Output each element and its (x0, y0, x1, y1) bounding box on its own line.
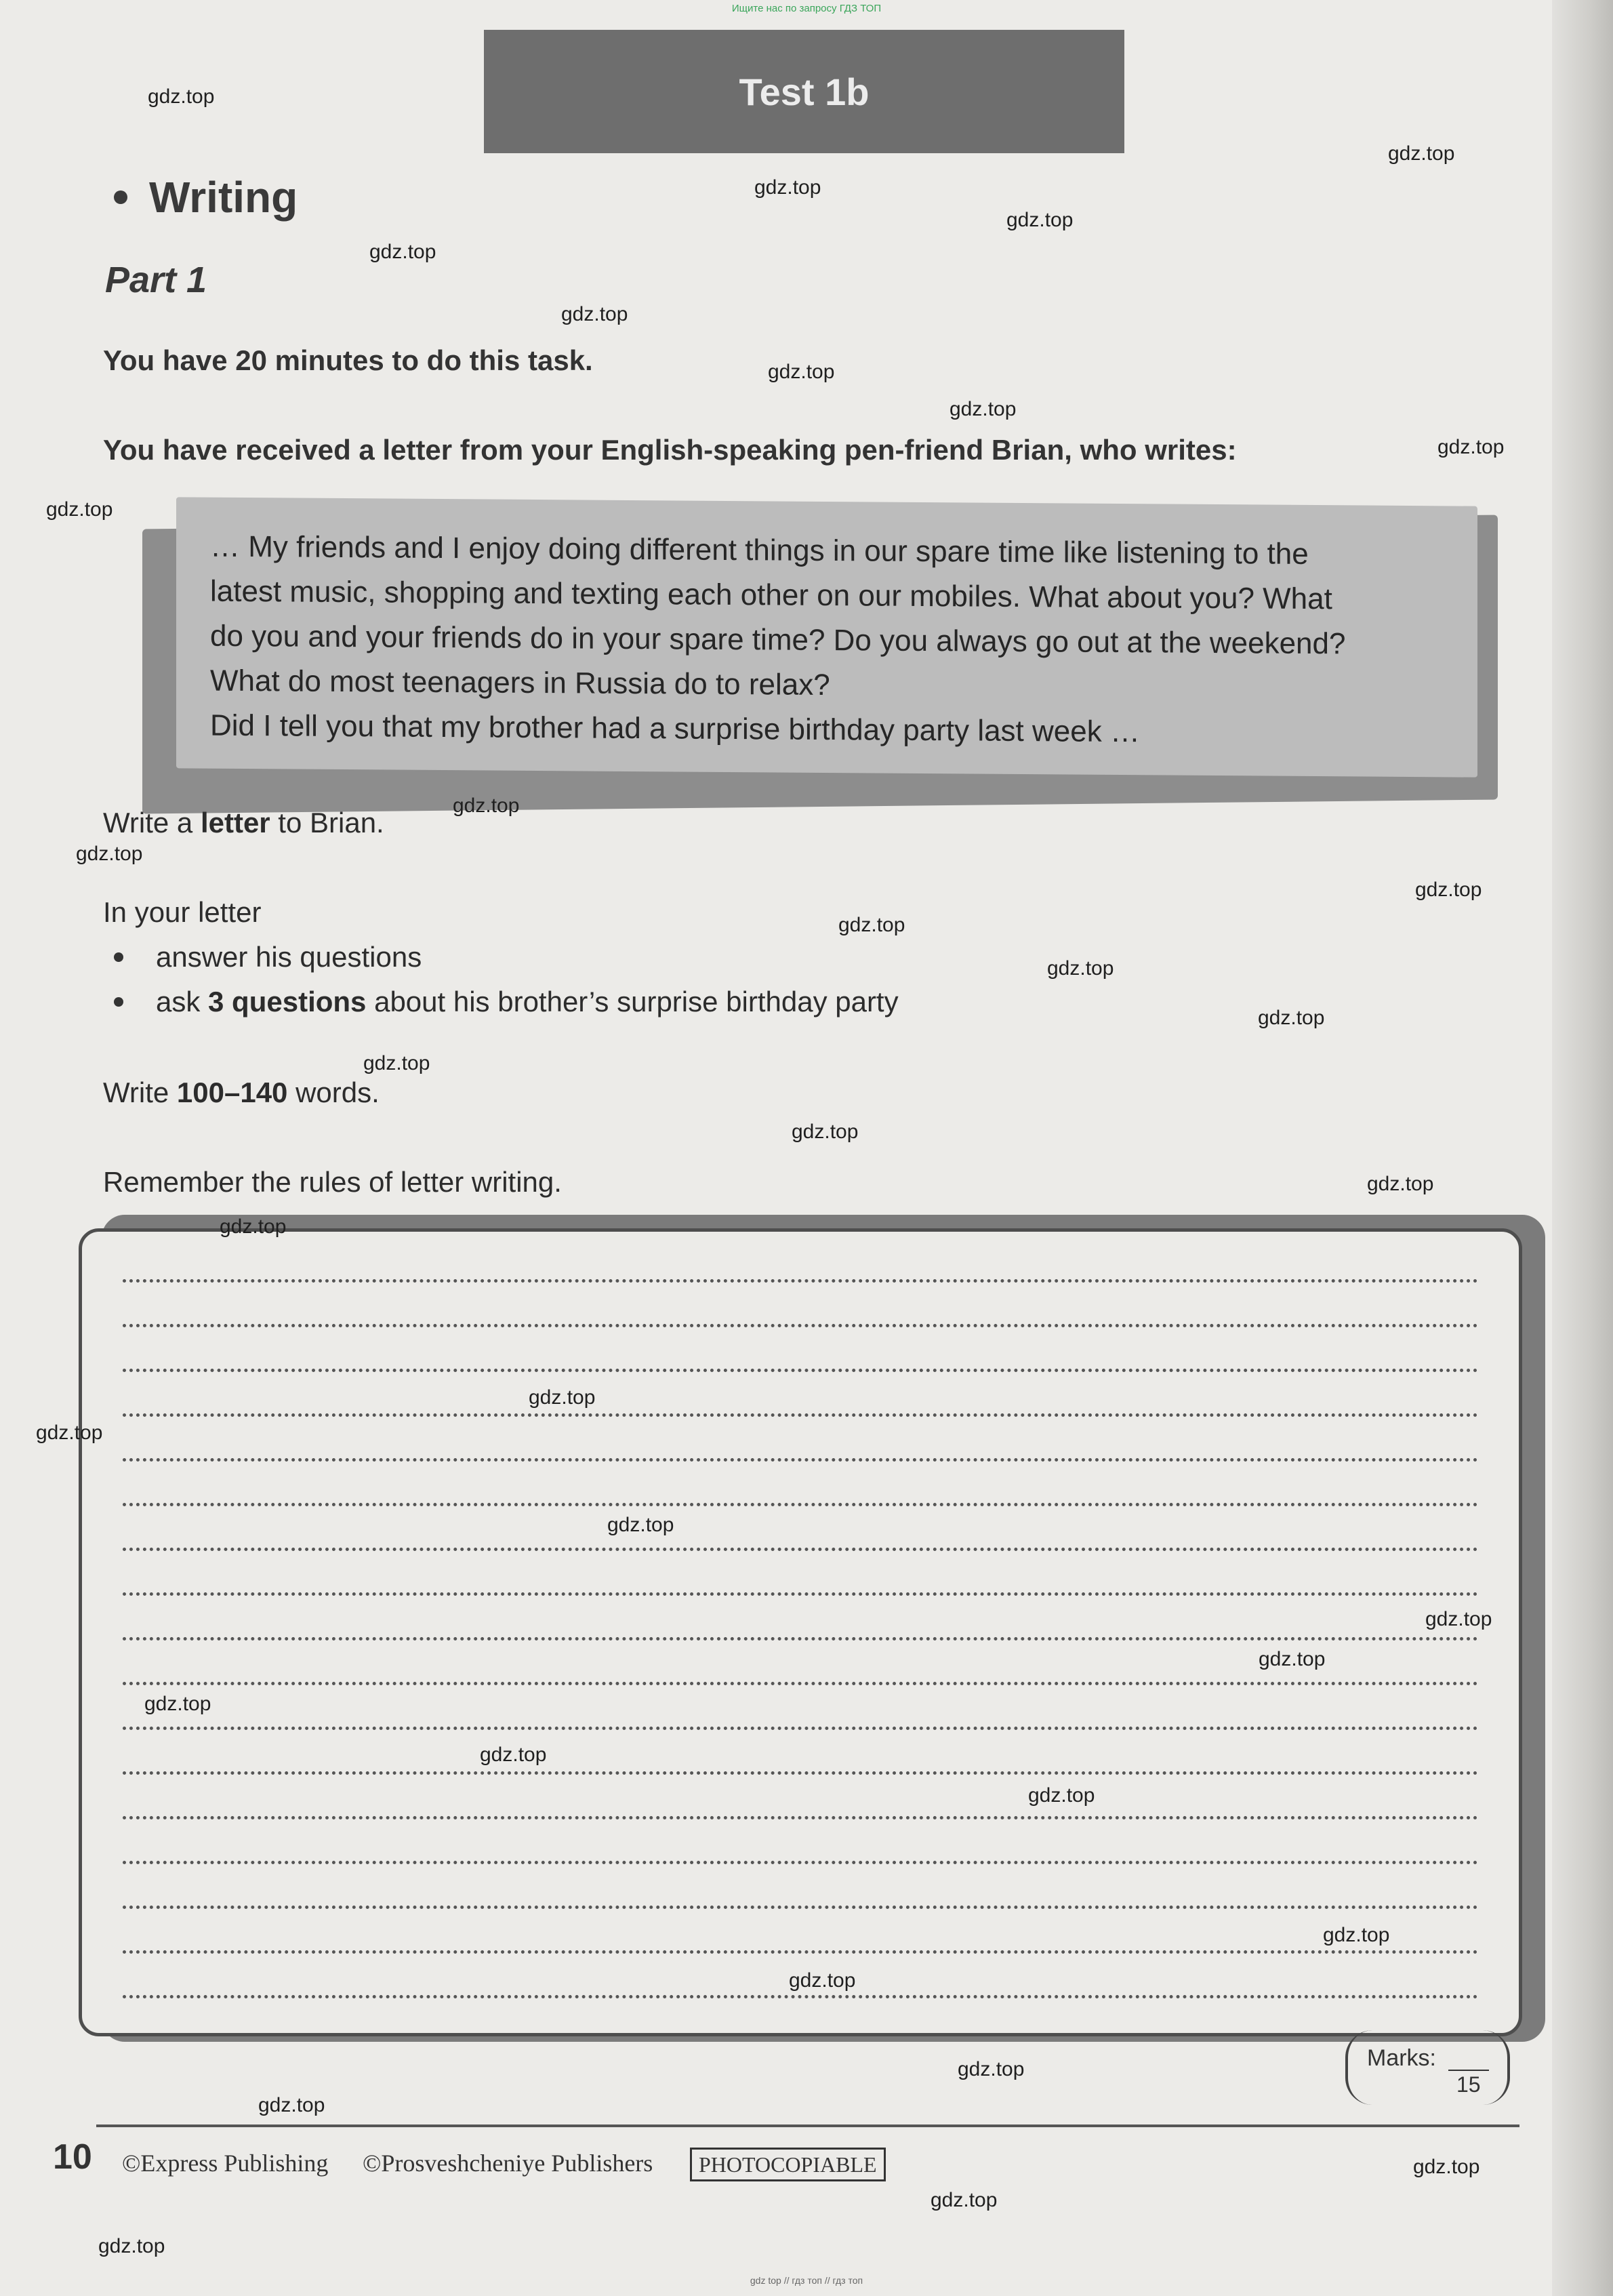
publisher-prosveshcheniye: ©Prosveshcheniye Publishers (363, 2150, 653, 2177)
letter-excerpt (136, 502, 1505, 813)
letter-line: Did I tell you that my brother had a surprise birthday party last week … (210, 708, 1140, 749)
watermark: gdz.top (144, 1693, 211, 1715)
letter-line: What do most teenagers in Russia do to relax? (210, 664, 830, 702)
remember-rules: Remember the rules of letter writing. (103, 1166, 562, 1198)
watermark: gdz.top (369, 241, 436, 263)
in-letter-heading: In your letter (103, 896, 262, 928)
answer-line[interactable] (123, 1816, 1478, 1819)
answer-line[interactable] (123, 1369, 1478, 1372)
watermark: gdz.top (1367, 1173, 1434, 1195)
watermark: gdz.top (1388, 142, 1455, 165)
watermark: gdz.top (36, 1422, 103, 1444)
watermark: gdz.top (1259, 1648, 1326, 1670)
watermark: gdz.top (1028, 1784, 1095, 1807)
answer-line[interactable] (123, 1637, 1478, 1640)
answer-line[interactable] (123, 1995, 1478, 1998)
bullet-icon (114, 997, 123, 1007)
write-letter-instruction: Write a letter to Brian. (103, 807, 384, 839)
bullet-icon (114, 190, 127, 204)
marks-fraction-rule (1448, 2070, 1489, 2071)
watermark: gdz.top (98, 2235, 165, 2257)
answer-line[interactable] (123, 1771, 1478, 1775)
watermark: gdz.top (148, 85, 215, 108)
watermark: gdz.top (931, 2189, 998, 2211)
answer-line[interactable] (123, 1682, 1478, 1685)
watermark: gdz.top (561, 303, 628, 325)
watermark: gdz.top (529, 1386, 596, 1409)
answer-line[interactable] (123, 1413, 1478, 1417)
part-heading: Part 1 (105, 260, 207, 300)
letter-line: do you and your friends do in your spare time? Do you always go out at the weekend? (210, 619, 1346, 661)
watermark: gdz.top (950, 398, 1017, 420)
page-edge-shadow (1552, 0, 1613, 2296)
watermark: gdz.top (1413, 2156, 1480, 2178)
watermark: gdz.top (1006, 209, 1074, 231)
bottom-note: gdz top // гдз топ // гдз топ (750, 2275, 863, 2286)
photocopiable-label: PHOTOCOPIABLE (690, 2148, 886, 2181)
letter-line: latest music, shopping and texting each other on our mobiles. What about you? What (210, 574, 1332, 616)
watermark: gdz.top (76, 843, 143, 865)
letter-box (176, 497, 1477, 777)
page-number: 10 (53, 2137, 92, 2177)
intro-text: You have received a letter from your English-speaking pen-friend Brian, who writes: (103, 434, 1237, 466)
footer-divider (96, 2124, 1519, 2127)
letter-line: … My friends and I enjoy doing different things in our spare time like listening to the (210, 529, 1309, 571)
watermark: gdz.top (1323, 1924, 1390, 1946)
watermark: gdz.top (46, 498, 113, 521)
answer-line[interactable] (123, 1458, 1478, 1462)
page-title: Test 1b (739, 70, 870, 113)
watermark: gdz.top (1425, 1608, 1492, 1630)
answer-line[interactable] (123, 1324, 1478, 1327)
marks-label: Marks: (1367, 2045, 1436, 2071)
answer-line[interactable] (123, 1950, 1478, 1954)
watermark: gdz.top (607, 1514, 674, 1536)
watermark: gdz.top (1415, 879, 1482, 901)
answer-line[interactable] (123, 1503, 1478, 1506)
answer-line[interactable] (123, 1861, 1478, 1864)
publisher-express: ©Express Publishing (122, 2150, 329, 2177)
watermark: gdz.top (792, 1121, 859, 1143)
watermark: gdz.top (220, 1215, 287, 1238)
answer-line[interactable] (123, 1592, 1478, 1596)
marks-box (1345, 2030, 1510, 2105)
watermark: gdz.top (480, 1744, 547, 1766)
answer-line[interactable] (123, 1279, 1478, 1283)
watermark: gdz.top (1258, 1007, 1325, 1029)
section-heading-text: Writing (149, 173, 298, 222)
word-count-instruction: Write 100–140 words. (103, 1076, 380, 1108)
task-bullet-1: answer his questions (114, 941, 422, 973)
watermark: gdz.top (1437, 436, 1505, 458)
watermark: gdz.top (754, 176, 821, 199)
watermark: gdz.top (958, 2058, 1025, 2080)
time-note: You have 20 minutes to do this task. (103, 344, 593, 376)
answer-line[interactable] (123, 1548, 1478, 1551)
marks-total: 15 (1456, 2072, 1481, 2097)
writing-area[interactable] (79, 1228, 1522, 2036)
task-bullet-2: ask 3 questions about his brother’s surprise birthday party (114, 986, 899, 1018)
answer-line[interactable] (123, 1906, 1478, 1909)
section-heading (114, 172, 298, 222)
answer-line[interactable] (123, 1727, 1478, 1730)
watermark: gdz.top (789, 1969, 856, 1992)
bullet-icon (114, 952, 123, 962)
header-note: Ищите нас по запросу ГДЗ ТОП (731, 3, 882, 14)
title-banner (484, 30, 1124, 153)
watermark: gdz.top (453, 794, 520, 817)
watermark: gdz.top (1047, 957, 1114, 980)
watermark: gdz.top (258, 2094, 325, 2116)
watermark: gdz.top (768, 361, 835, 383)
watermark: gdz.top (838, 914, 905, 936)
watermark: gdz.top (363, 1052, 430, 1074)
